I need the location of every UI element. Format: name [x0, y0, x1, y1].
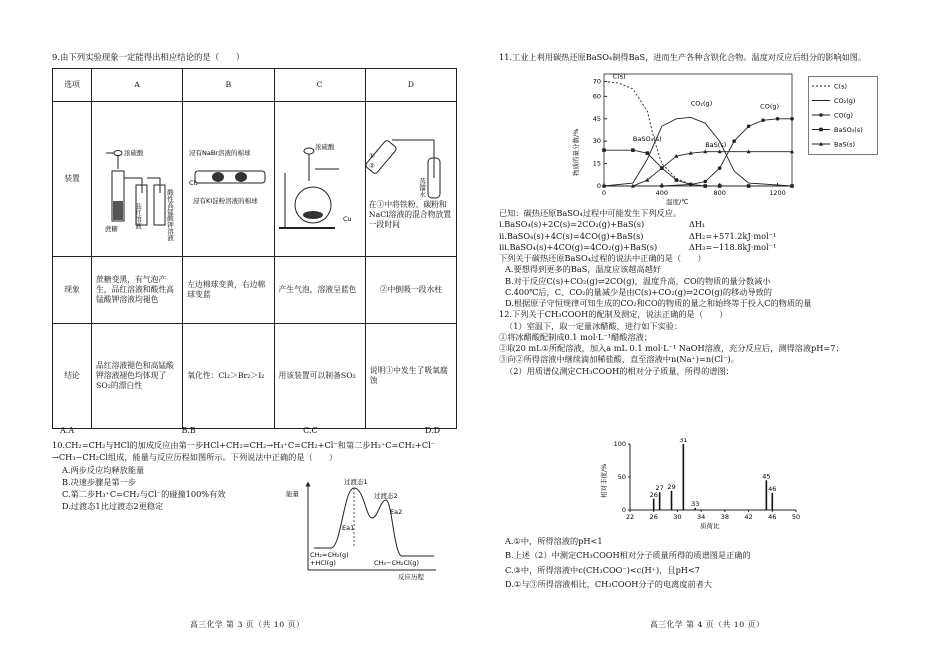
q11-reaction-1-eq: i.BaSO₄(s)+2C(s)=2CO₂(g)+BaS(s) [499, 219, 645, 230]
q11-chart-axes [593, 74, 792, 197]
q11-body [499, 208, 919, 377]
q9-header-option: 选项 [53, 69, 92, 102]
q11-reaction-1-dh: ΔH₁ [689, 219, 706, 230]
q11-option-d[interactable]: D.根据原子守恒规律可知生成的CO₂和CO的物质的量之和始终等于投入C的物质的量 [505, 298, 812, 308]
q10-ea1: Ea1 [342, 524, 355, 532]
series-point [790, 184, 794, 188]
label-conc-acid: 浓硫酸 [124, 148, 144, 157]
q9-header-a: A [92, 69, 183, 102]
series-point [747, 124, 751, 128]
series-point [718, 184, 722, 188]
series-point [703, 184, 707, 188]
spectrum-peak-label: 27 [655, 484, 664, 493]
x-tick-label: 34 [697, 513, 706, 521]
q10-reactants-2: +HCl(g) [310, 559, 336, 567]
q11-option-a[interactable]: A.要想得到更多的BaS，温度应该越高越好 [505, 264, 662, 275]
q12-option-c[interactable]: C.③中，所得溶液中c(CH₃COO⁻)<c(H⁺)，且pH<7 [505, 564, 701, 575]
chart-frame [604, 74, 792, 186]
q11-reaction-3 [499, 242, 919, 252]
q9-header-c: C [274, 69, 365, 102]
q9-header-b: B [183, 69, 274, 102]
apparatus-b-figure [183, 103, 271, 253]
label-ki-cotton: 浸有KI淀粉溶液的棉球 [193, 196, 258, 205]
y-tick-label: 30 [592, 137, 601, 146]
x-tick-label: 38 [720, 513, 729, 521]
series-point [602, 148, 606, 152]
q11-stem: 11.工业上利用碳热还原BaSO₄制得BaS，进而生产各种含钡化合物。温度对反应后组分的影响如图。 [499, 52, 867, 62]
spectrum-peak-label: 33 [691, 500, 700, 509]
x-tick-label: 26 [649, 513, 658, 521]
series-point [761, 118, 765, 122]
y-tick-label: 0 [596, 182, 601, 190]
q10-option-a[interactable]: A.两步反应均释放能量 [62, 464, 145, 475]
q9-option-c[interactable]: C.C [303, 426, 318, 435]
q12-s2: ②取20 mL①所配溶液，加入a mL 0.1 mol·L⁻¹ NaOH溶液，充分反应后，测得溶液pH=7； [499, 343, 844, 353]
label-d-one: ① [368, 152, 375, 161]
q11-chart-series [602, 72, 794, 187]
q10-ts2: 过渡态2 [374, 492, 398, 500]
q10-xlabel: 反应历程 [398, 573, 424, 580]
x-tick-label: 42 [744, 513, 753, 521]
spectrum-peak-label: 29 [667, 482, 676, 491]
q10-stem-2: →CH₃−CH₂Cl组成，能量与反应历程如图所示。下列说法中正确的是（ ） [52, 452, 338, 463]
q9-conclusion-a: 品红溶液褪色和高锰酸钾溶液褪色均体现了SO₂的漂白性 [92, 324, 183, 429]
q9-apparatus-c [274, 102, 365, 257]
q9-apparatus-d-text: 在①中将铁粉、碳粉和NaCl溶液的混合物放置一段时间 [368, 200, 452, 229]
series-point [703, 180, 707, 184]
q12-option-d[interactable]: D.①与③所得溶液相比，CH₃COOH分子的电离度前者大 [505, 578, 713, 589]
q10-reactants: CH₂=CH₂(g) [310, 551, 349, 559]
q11-option-c[interactable]: C.400℃后，C、CO₂的量减少是由C(s)+CO₂(g)⇌2CO(g)的移动导致的 [505, 286, 772, 297]
q9-option-a[interactable]: A.A [60, 426, 75, 435]
legend-label: BaSO₄(s) [834, 126, 863, 134]
q11-reaction-3-eq: iii.BaSO₄(s)+4CO(g)=4CO₂(g)+BaS(s) [499, 241, 658, 252]
q10-option-b[interactable]: B.决速步骤是第一步 [62, 476, 137, 487]
series-point [732, 139, 736, 143]
q12-options [499, 536, 919, 590]
y-tick-label: 50 [617, 473, 626, 481]
label-cl2: Cl₂ [189, 178, 199, 187]
q10-stem-1: 10.CH₂=CH₂与HCl的加成反应由第一步HCl+CH₂=CH₂→H₃⁺C=CH₂+Cl⁻和第二步H₃⁺C=CH₂+Cl⁻ [52, 440, 436, 450]
series-point [660, 184, 664, 188]
legend-label: CO₂(g) [834, 97, 856, 105]
q9-apparatus-d [365, 102, 456, 257]
q12-option-b[interactable]: B.上述（2）中测定CH₃COOH相对分子质量所得的质谱图是正确的 [505, 550, 751, 561]
q11-chart [570, 66, 800, 206]
q10-ylabel: 能量 [286, 490, 299, 498]
q12-p1: （1）室温下，取一定量冰醋酸，进行如下实验： [505, 320, 683, 331]
q9-phenomenon-b: 左边棉球变黄，右边棉球变蓝 [183, 257, 274, 324]
q11-reaction-2 [499, 231, 919, 241]
q12-p2: （2）用质谱仪测定CH₃COOH的相对分子质量，所得的谱图： [505, 365, 734, 376]
legend-label: BaS(s) [834, 140, 856, 149]
q12-stem: 12.下列关于CH₃COOH的配制及测定，说法正确的是（ ） [499, 309, 728, 320]
footer-left: 高三化学 第 3 页（共 10 页） [190, 620, 305, 629]
legend-marker [819, 113, 823, 117]
q9-row-apparatus: 装置 [53, 102, 92, 257]
legend-marker [819, 128, 823, 132]
series-point [718, 166, 722, 170]
x-tick-label: 1200 [769, 189, 786, 197]
label-d-two: ② [368, 162, 375, 171]
series-point [646, 151, 650, 155]
chart-annotation: CO(g) [760, 102, 780, 111]
q10-option-c[interactable]: C.第二步H₃⁺C=CH₂与Cl⁻的碰撞100%有效 [62, 489, 226, 499]
q11-reaction-1 [499, 219, 919, 229]
series-point [689, 183, 693, 187]
spectrum-peak-label: 45 [762, 472, 771, 481]
series-point [790, 117, 794, 121]
q11-option-b[interactable]: B.对于反应C(s)+CO₂(g)⇌2CO(g)，温度升高，CO的物质的量分数减小 [505, 275, 771, 286]
spectrum-peak-label: 26 [649, 490, 658, 499]
q11-reaction-2-eq: ii.BaSO₄(s)+4C(s)=4CO(g)+BaS(s) [499, 230, 644, 241]
q11-question: 下列关于碳热还原BaSO₄过程的说法中正确的是（ ） [499, 253, 706, 263]
q11-chart-xlabel: 温度/℃ [666, 198, 689, 206]
y-tick-label: 70 [592, 77, 601, 86]
chart-annotation: CO₂(g) [690, 99, 713, 108]
apparatus-a-figure [92, 103, 180, 253]
q11-reaction-3-dh: ΔH₃=−118.8kJ·mol⁻¹ [689, 241, 777, 252]
q12-mass-spectrum [596, 438, 806, 530]
x-tick-label: 30 [673, 513, 682, 521]
x-tick-label: 400 [655, 189, 669, 197]
label-distilled-water: 蒸馏水 [417, 178, 426, 198]
chart-annotation: BaSO₄(s) [632, 135, 662, 144]
q9-phenomenon-c: 产生气泡，溶液呈蓝色 [274, 257, 365, 324]
x-tick-label: 50 [791, 513, 801, 521]
q12-spectrum-peaks [650, 438, 777, 510]
y-tick-label: 45 [592, 114, 601, 123]
y-tick-label: 60 [592, 92, 601, 101]
q11 [499, 52, 919, 63]
q12-spectrum-xlabel: 质荷比 [700, 522, 720, 530]
q10-option-d[interactable]: D.过渡态1比过渡态2更稳定 [62, 501, 164, 512]
spectrum-peak-label: 46 [768, 484, 777, 493]
chart-annotation: BaS(s) [705, 141, 727, 150]
apparatus-d-figure [366, 128, 458, 200]
q9-option-b[interactable]: B.B [181, 426, 196, 435]
label-nabr-cotton: 浸有NaBr溶液的棉球 [189, 148, 251, 157]
label-cu: Cu [342, 214, 352, 223]
q9-phenomenon-d: ②中倒吸一段水柱 [365, 257, 456, 324]
q9-option-d[interactable]: D.D [424, 426, 440, 435]
q11-chart-ylabel: 物质的量分数/% [572, 128, 580, 176]
q11-known: 已知：碳热还原BaSO₄过程中可能发生下列反应。 [499, 208, 682, 218]
q10-ts1: 过渡态1 [344, 478, 368, 486]
q9-row-conclusion: 结论 [53, 324, 92, 429]
q9-options [60, 426, 440, 436]
q9-table [52, 68, 457, 429]
q9-conclusion-d: 说明①中发生了吸氧腐蚀 [365, 324, 456, 429]
series-point [631, 148, 635, 152]
apparatus-c-figure [275, 103, 363, 253]
q12-option-a[interactable]: A.①中，所得溶液的pH<1 [505, 536, 603, 546]
label-sugar: 蔗糖 [105, 224, 118, 233]
series-point [675, 178, 679, 182]
q12-spectrum-ylabel: 相对丰度/% [600, 463, 608, 498]
label-magenta: 品红溶液 [134, 202, 142, 229]
x-tick-label: 46 [768, 513, 777, 521]
label-c-acid: 浓硫酸 [314, 142, 334, 151]
x-tick-label: 0 [601, 189, 607, 197]
series-line [604, 150, 792, 186]
q10-ea2: Ea2 [390, 508, 403, 516]
q9-phenomenon-a: 蔗糖变黑，有气泡产生，品红溶液和酸性高锰酸钾溶液均褪色 [92, 257, 183, 324]
q9-conclusion-b: 氧化性：Cl₂＞Br₂＞I₂ [183, 324, 274, 429]
footer-right: 高三化学 第 4 页（共 10 页） [650, 620, 765, 629]
legend-label: CO(g) [834, 111, 853, 120]
q10-product: CH₃−CH₂Cl(g) [374, 559, 420, 567]
q12-s1: ①将冰醋酸配制成0.1 mol·L⁻¹醋酸溶液； [499, 331, 653, 342]
legend-label: C(s) [834, 82, 847, 91]
series-line [604, 152, 792, 186]
series-point [776, 117, 780, 121]
q9-conclusion-c: 用该装置可以制备SO₂ [274, 324, 365, 429]
spectrum-peak-label: 31 [679, 438, 688, 444]
x-tick-label: 800 [713, 189, 726, 197]
q12-s3: ③向②所得溶液中继续滴加稀盐酸，直至溶液中n(Na⁺)=n(Cl⁻)。 [499, 354, 739, 365]
q9-apparatus-b [183, 102, 274, 257]
q11-legend [808, 76, 878, 156]
series-point [747, 184, 751, 188]
y-tick-label: 15 [592, 159, 601, 168]
q9-header-d: D [365, 69, 456, 102]
y-tick-label: 0 [621, 506, 626, 514]
q11-reaction-2-dh: ΔH₂=+571.2kJ·mol⁻¹ [689, 230, 777, 241]
chart-annotation: C(s) [612, 72, 626, 81]
q10-energy-diagram [286, 478, 446, 580]
q9-apparatus-a [92, 102, 183, 257]
series-line [604, 81, 792, 186]
q9-title: 9.由下列实验现象一定能得出相应结论的是（ ） [52, 52, 245, 62]
x-tick-label: 22 [625, 513, 635, 521]
q9-row-phenomenon: 现象 [53, 257, 92, 324]
y-tick-label: 100 [613, 440, 626, 448]
label-kmno4: 酸性高锰酸钾溶液 [166, 188, 174, 241]
